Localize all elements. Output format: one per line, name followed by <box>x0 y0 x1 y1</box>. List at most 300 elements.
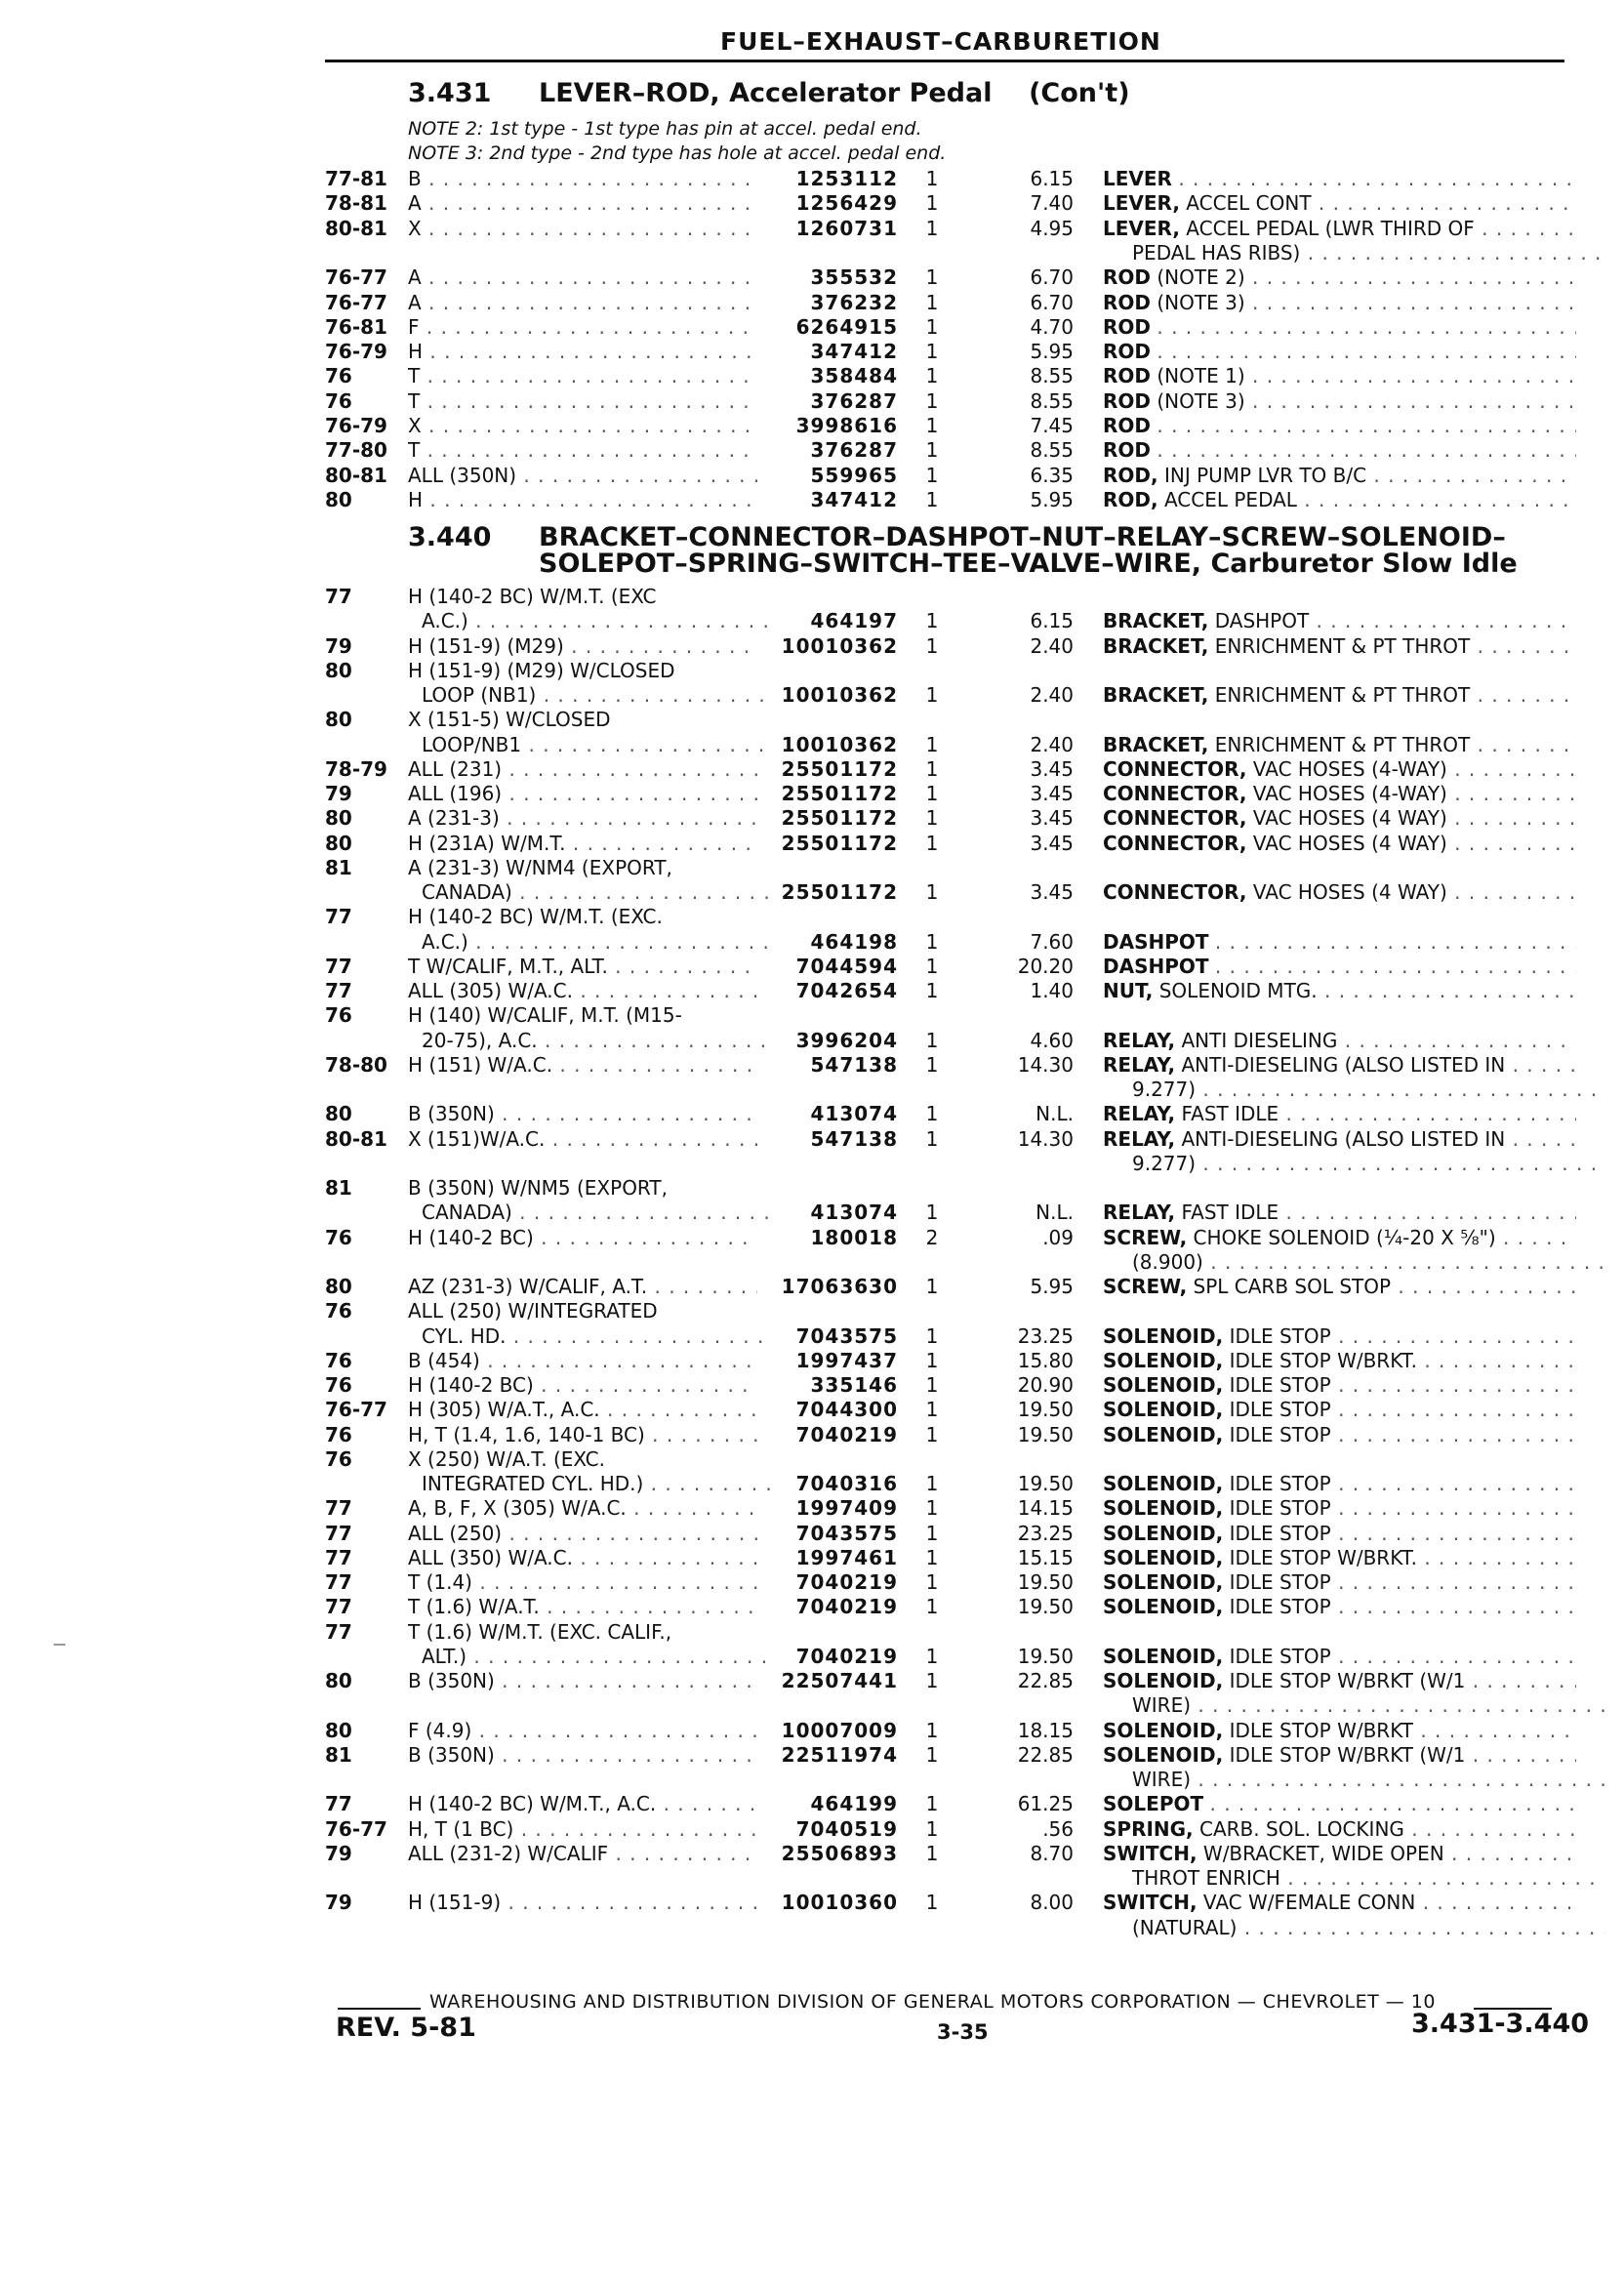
note-2: NOTE 2: 1st type - 1st type has pin at accel. pedal end. <box>408 118 922 140</box>
quantity: 1 <box>925 191 939 216</box>
quantity: 1 <box>925 1792 939 1816</box>
part-number: 180018 <box>810 1225 898 1249</box>
description-text: WIRE) <box>1132 1693 1192 1718</box>
application: 20-75), A.C. . . . <box>422 1028 771 1053</box>
description-keyword: SOLENOID, <box>1103 1323 1224 1348</box>
leader-dots <box>1447 782 1576 805</box>
part-number: 10010362 <box>781 732 898 756</box>
price: 22.85 <box>1017 1669 1074 1692</box>
table-row <box>0 1225 1624 1250</box>
quantity: 1 <box>925 1570 939 1594</box>
price: 20.90 <box>1017 1373 1074 1397</box>
application: INTEGRATED CYL. HD.) . . . <box>422 1471 771 1496</box>
application: H (151-9) . . . <box>408 1890 757 1915</box>
price: 8.70 <box>1030 1841 1074 1865</box>
price: 3.45 <box>1030 806 1074 831</box>
description <box>1132 1915 1605 1940</box>
description-text: PEDAL HAS RIBS) <box>1132 240 1301 265</box>
part-number: 413074 <box>810 1102 898 1126</box>
description-keyword: BRACKET, <box>1103 683 1209 707</box>
part-number: 7044594 <box>795 954 898 978</box>
price: 7.60 <box>1030 929 1074 954</box>
description-text: FAST IDLE <box>1181 1102 1279 1126</box>
table-row <box>0 1077 1624 1102</box>
description <box>1103 1200 1576 1225</box>
leader-dots <box>1203 1250 1605 1274</box>
application: T W/CALIF, M.T., ALT. . . . <box>408 954 757 979</box>
description-text: IDLE STOP <box>1229 1521 1331 1545</box>
section-3440-title-line2-normal: Carburetor Slow Idle <box>1210 549 1518 579</box>
note-3: NOTE 3: 2nd type - 2nd type has hole at accel. pedal end. <box>408 142 947 164</box>
quantity: 1 <box>925 683 939 707</box>
description-keyword: ROD <box>1103 414 1152 437</box>
table-row <box>0 658 1624 683</box>
table-row <box>0 879 1624 905</box>
price: 6.70 <box>1030 290 1074 314</box>
leader-dots <box>1309 609 1576 632</box>
leader-dots <box>1447 757 1576 781</box>
table-row <box>0 633 1624 659</box>
part-number: 464199 <box>810 1792 898 1816</box>
price: 3.45 <box>1030 782 1074 805</box>
description <box>1103 1742 1576 1768</box>
section-3431-heading <box>408 78 1130 108</box>
description <box>1103 216 1576 241</box>
table-row <box>0 1668 1624 1693</box>
description <box>1103 608 1576 633</box>
table-row <box>0 1446 1624 1472</box>
application: F . . . <box>408 314 757 340</box>
description <box>1132 1249 1605 1275</box>
description <box>1103 682 1576 708</box>
description <box>1103 633 1576 659</box>
model-year: 76 <box>325 1422 352 1446</box>
description-keyword: RELAY, <box>1103 1028 1176 1052</box>
description <box>1103 363 1576 388</box>
leader-dots <box>1245 265 1576 289</box>
description <box>1103 1644 1576 1669</box>
description-keyword: SCREW, <box>1103 1225 1188 1249</box>
part-number: 3998616 <box>795 414 898 437</box>
table-row <box>0 1471 1624 1496</box>
quantity: 1 <box>925 1102 939 1126</box>
table-row <box>0 190 1624 216</box>
quantity: 1 <box>925 414 939 437</box>
price: 8.00 <box>1030 1891 1074 1915</box>
leader-dots <box>1312 191 1576 215</box>
part-number: 376232 <box>810 290 898 314</box>
table-row <box>0 855 1624 880</box>
table-row <box>0 339 1624 364</box>
description <box>1103 732 1576 757</box>
description-keyword: SOLENOID, <box>1103 1373 1224 1397</box>
description <box>1103 1397 1576 1422</box>
table-row <box>0 265 1624 290</box>
price: 6.15 <box>1030 167 1074 190</box>
part-number: 25501172 <box>781 831 898 855</box>
description <box>1103 954 1576 979</box>
leader-dots <box>1331 1398 1576 1421</box>
application: T (1.6) W/A.T. . . . <box>408 1594 757 1619</box>
table-row <box>0 290 1624 315</box>
price: 19.50 <box>1017 1398 1074 1422</box>
application: AZ (231-3) W/CALIF, A.T. . . . <box>408 1274 757 1299</box>
description-text: IDLE STOP <box>1229 1570 1331 1594</box>
quantity: 1 <box>925 1422 939 1446</box>
part-number: 25501172 <box>781 806 898 831</box>
application: X (151)W/A.C. . . . <box>408 1126 757 1152</box>
part-number: 347412 <box>810 340 898 364</box>
table-row <box>0 1323 1624 1349</box>
application: ALL (350N) . . . <box>408 463 757 488</box>
part-number: 7042654 <box>795 979 898 1002</box>
description-text: IDLE STOP W/BRKT <box>1229 1718 1413 1742</box>
description-keyword: CONNECTOR, <box>1103 880 1247 904</box>
table-row <box>0 1521 1624 1546</box>
model-year: 78-80 <box>325 1052 387 1077</box>
table-row <box>0 1249 1624 1275</box>
description <box>1103 413 1576 438</box>
description <box>1103 1668 1576 1693</box>
quantity: 1 <box>925 1521 939 1545</box>
model-year: 77-81 <box>325 167 387 190</box>
description <box>1132 1151 1605 1176</box>
table-row <box>0 1742 1624 1768</box>
application: B . . . <box>408 166 757 191</box>
description-keyword: ROD <box>1103 438 1152 463</box>
part-number: 335146 <box>810 1373 898 1397</box>
part-number: 22507441 <box>781 1669 898 1692</box>
model-year: 80 <box>325 708 352 732</box>
part-number: 3996204 <box>795 1028 898 1052</box>
quantity: 1 <box>925 1718 939 1742</box>
table-row <box>0 1422 1624 1447</box>
price: 7.45 <box>1030 414 1074 437</box>
quantity: 1 <box>925 1398 939 1422</box>
model-year: 77 <box>325 905 352 929</box>
application: H, T (1 BC) . . . <box>408 1816 757 1842</box>
application: H (151-9) (M29) . . . <box>408 633 757 659</box>
model-year: 77 <box>325 979 352 1002</box>
model-year: 80 <box>325 1718 352 1742</box>
part-number: 413074 <box>810 1201 898 1225</box>
table-row <box>0 1594 1624 1619</box>
description-text: VAC W/FEMALE CONN <box>1202 1891 1416 1915</box>
quantity: 1 <box>925 756 939 781</box>
description-text: ACCEL PEDAL <box>1163 487 1297 511</box>
description-keyword: ROD <box>1103 290 1152 314</box>
leader-dots <box>1178 167 1576 190</box>
price: .09 <box>1042 1225 1074 1249</box>
description-text: VAC HOSES (4 WAY) <box>1252 880 1447 904</box>
model-year: 80 <box>325 1102 352 1126</box>
leader-dots <box>1215 930 1576 954</box>
table-row <box>0 781 1624 806</box>
description-text: WIRE) <box>1132 1768 1192 1791</box>
description-keyword: BRACKET, <box>1103 633 1209 658</box>
quantity: 1 <box>925 1275 939 1298</box>
quantity: 1 <box>925 633 939 658</box>
leader-dots <box>1331 1324 1576 1348</box>
quantity: 1 <box>925 806 939 831</box>
leader-dots <box>1470 683 1576 707</box>
description-text: (NOTE 2) <box>1157 265 1245 290</box>
description <box>1103 166 1576 191</box>
table-row <box>0 929 1624 955</box>
application: H (231A) W/M.T. . . . <box>408 831 757 856</box>
quantity: 1 <box>925 340 939 364</box>
table-row <box>0 314 1624 340</box>
description <box>1132 1767 1605 1792</box>
quantity: 1 <box>925 732 939 756</box>
part-number: 10007009 <box>781 1718 898 1742</box>
application: ALL (231) . . . <box>408 756 757 782</box>
leader-dots <box>1415 1891 1576 1914</box>
application: A . . . <box>408 190 757 216</box>
table-row <box>0 978 1624 1003</box>
leader-dots <box>1157 315 1576 339</box>
leader-dots <box>1465 1669 1576 1692</box>
application: H . . . <box>408 339 757 364</box>
quantity: 1 <box>925 1669 939 1692</box>
description-text: IDLE STOP <box>1229 1644 1331 1668</box>
quantity: 1 <box>925 1472 939 1495</box>
price: 3.45 <box>1030 756 1074 781</box>
leader-dots <box>1280 1866 1605 1890</box>
part-number: 376287 <box>810 388 898 413</box>
description-text: IDLE STOP <box>1229 1472 1331 1495</box>
price: 15.80 <box>1017 1348 1074 1372</box>
description <box>1103 388 1576 414</box>
leader-dots <box>1209 1792 1576 1815</box>
description-keyword: ROD, <box>1103 487 1158 511</box>
part-number: 17063630 <box>781 1275 898 1298</box>
description <box>1103 1471 1576 1496</box>
part-number: 6264915 <box>795 314 898 339</box>
leader-dots <box>1444 1842 1576 1865</box>
description-keyword: DASHPOT <box>1103 929 1209 954</box>
description <box>1103 265 1576 290</box>
price: 5.95 <box>1030 487 1074 511</box>
model-year: 80-81 <box>325 216 387 240</box>
part-number: 355532 <box>810 265 898 290</box>
price: N.L. <box>1035 1102 1074 1126</box>
quantity: 1 <box>925 364 939 388</box>
price: 20.20 <box>1017 954 1074 978</box>
model-year: 80 <box>325 487 352 511</box>
model-year: 76-79 <box>325 340 387 364</box>
leader-dots <box>1505 1127 1576 1151</box>
application: ALL (250) . . . <box>408 1521 757 1546</box>
description-text: ANTI-DIESELING (ALSO LISTED IN <box>1181 1126 1506 1151</box>
application: A . . . <box>408 290 757 315</box>
table-row <box>0 1644 1624 1669</box>
application: A.C.) . . . <box>422 608 771 633</box>
description <box>1103 437 1576 463</box>
description-keyword: SOLENOID, <box>1103 1669 1224 1692</box>
model-year: 76-79 <box>325 414 387 437</box>
price: 2.40 <box>1030 683 1074 707</box>
description-text: ENRICHMENT & PT THROT <box>1214 683 1471 707</box>
leader-dots <box>1191 1768 1605 1791</box>
model-year: 80-81 <box>325 1126 387 1151</box>
description-keyword: ROD <box>1103 340 1152 364</box>
application: CANADA) . . . <box>422 1200 771 1225</box>
table-row <box>0 1200 1624 1225</box>
table-row <box>0 682 1624 708</box>
quantity: 1 <box>925 1323 939 1348</box>
description <box>1103 1372 1576 1398</box>
quantity: 1 <box>925 1891 939 1915</box>
part-number: 7040219 <box>795 1422 898 1446</box>
application: LOOP/NB1 . . . <box>422 732 771 757</box>
description-keyword: SWITCH, <box>1103 1891 1198 1915</box>
description-keyword: SOLENOID, <box>1103 1521 1224 1545</box>
description-keyword: SPRING, <box>1103 1816 1194 1841</box>
table-row <box>0 904 1624 929</box>
price: 14.30 <box>1017 1052 1074 1077</box>
description <box>1132 1865 1605 1891</box>
table-row <box>0 608 1624 633</box>
price: 7.40 <box>1030 191 1074 216</box>
footer-section-range: 3.431-3.440 <box>1411 2009 1590 2039</box>
table-row <box>0 1791 1624 1816</box>
model-year: 77 <box>325 1619 352 1644</box>
description-text: VAC HOSES (4 WAY) <box>1252 831 1447 855</box>
table-row <box>0 1372 1624 1398</box>
leader-dots <box>1331 1570 1576 1594</box>
description-keyword: SOLENOID, <box>1103 1718 1224 1742</box>
leader-dots <box>1331 1522 1576 1545</box>
description <box>1103 756 1576 782</box>
quantity: 1 <box>925 831 939 855</box>
table-row <box>0 954 1624 979</box>
table-row <box>0 707 1624 732</box>
table-row <box>0 1569 1624 1595</box>
quantity: 1 <box>925 388 939 413</box>
description-keyword: SOLEPOT <box>1103 1792 1204 1816</box>
description-text: ACCEL PEDAL (LWR THIRD OF <box>1186 216 1475 240</box>
part-number: 1997409 <box>795 1496 898 1521</box>
description <box>1103 463 1576 488</box>
model-year: 77 <box>325 954 352 978</box>
table-row <box>0 1052 1624 1078</box>
description-text: (8.900) <box>1132 1249 1203 1274</box>
price: 4.70 <box>1030 314 1074 339</box>
table-row <box>0 1767 1624 1792</box>
section-3440-title-line1: BRACKET–CONNECTOR–DASHPOT–NUT–RELAY–SCREW–SOLENOID– <box>539 522 1506 552</box>
description-keyword: CONNECTOR, <box>1103 782 1247 805</box>
quantity: 1 <box>925 290 939 314</box>
leader-dots <box>1331 1373 1576 1397</box>
description-text: IDLE STOP W/BRKT. <box>1229 1348 1417 1372</box>
leader-dots <box>1447 806 1576 830</box>
section-3431-title: LEVER–ROD, Accelerator Pedal <box>539 78 993 108</box>
description <box>1103 1816 1576 1842</box>
description-keyword: DASHPOT <box>1103 954 1209 978</box>
application: CANADA) . . . <box>422 879 771 905</box>
quantity: 1 <box>925 265 939 290</box>
table-row <box>0 413 1624 438</box>
description-keyword: SOLENOID, <box>1103 1545 1224 1569</box>
leader-dots <box>1279 1102 1576 1125</box>
description <box>1103 1028 1576 1053</box>
description-text: (NOTE 1) <box>1157 364 1245 388</box>
description-text: IDLE STOP <box>1229 1373 1331 1397</box>
part-number: 358484 <box>810 364 898 388</box>
footer-revision: REV. 5-81 <box>336 2013 476 2043</box>
price: 1.40 <box>1030 979 1074 1002</box>
table-row <box>0 1126 1624 1152</box>
part-number: 22511974 <box>781 1742 898 1767</box>
description-text: ENRICHMENT & PT THROT <box>1214 633 1471 658</box>
model-year: 80-81 <box>325 463 387 487</box>
table-row <box>0 487 1624 512</box>
price: 6.15 <box>1030 609 1074 633</box>
description-text: VAC HOSES (4-WAY) <box>1252 756 1447 781</box>
quantity: 1 <box>925 463 939 487</box>
description-text: THROT ENRICH <box>1132 1866 1280 1890</box>
leader-dots <box>1447 880 1576 904</box>
description <box>1103 1545 1576 1570</box>
description-text: ENRICHMENT & PT THROT <box>1214 732 1471 756</box>
model-year: 77 <box>325 1521 352 1545</box>
description-keyword: LEVER, <box>1103 216 1180 240</box>
application: H (140-2 BC) W/M.T. (EXC <box>408 585 657 608</box>
model-year: 76 <box>325 1348 352 1372</box>
description-keyword: RELAY, <box>1103 1102 1176 1126</box>
price: N.L. <box>1035 1201 1074 1225</box>
application: A.C.) . . . <box>422 929 771 955</box>
model-year: 76-77 <box>325 290 387 314</box>
description-keyword: RELAY, <box>1103 1201 1176 1225</box>
price: 19.50 <box>1017 1644 1074 1668</box>
quantity: 1 <box>925 1496 939 1521</box>
model-year: 81 <box>325 1176 352 1200</box>
table-row <box>0 756 1624 782</box>
description <box>1103 1348 1576 1373</box>
leader-dots <box>1337 1029 1576 1052</box>
model-year: 81 <box>325 855 352 879</box>
price: 6.35 <box>1030 463 1074 487</box>
application: ALL (196) . . . <box>408 781 757 806</box>
leader-dots <box>1331 1496 1576 1520</box>
leader-dots <box>1157 438 1576 462</box>
description-text: IDLE STOP W/BRKT. <box>1229 1545 1417 1569</box>
description-keyword: ROD <box>1103 364 1152 388</box>
description-text: DASHPOT <box>1214 609 1310 633</box>
price: 2.40 <box>1030 732 1074 756</box>
description <box>1103 1569 1576 1595</box>
application: ALL (305) W/A.C. . . . <box>408 978 757 1003</box>
model-year: 76 <box>325 1299 352 1323</box>
leader-dots <box>1413 1719 1576 1742</box>
quantity: 1 <box>925 167 939 190</box>
leader-dots <box>1331 1645 1576 1668</box>
part-number: 7043575 <box>795 1323 898 1348</box>
model-year: 77 <box>325 1595 352 1619</box>
description <box>1103 290 1576 315</box>
application: B (454) . . . <box>408 1348 757 1373</box>
price: 2.40 <box>1030 633 1074 658</box>
quantity: 1 <box>925 487 939 511</box>
table-row <box>0 1841 1624 1866</box>
part-number: 25501172 <box>781 782 898 805</box>
price: 19.50 <box>1017 1570 1074 1594</box>
description-keyword: ROD, <box>1103 463 1158 487</box>
application: T . . . <box>408 388 757 414</box>
model-year: 78-81 <box>325 191 387 216</box>
